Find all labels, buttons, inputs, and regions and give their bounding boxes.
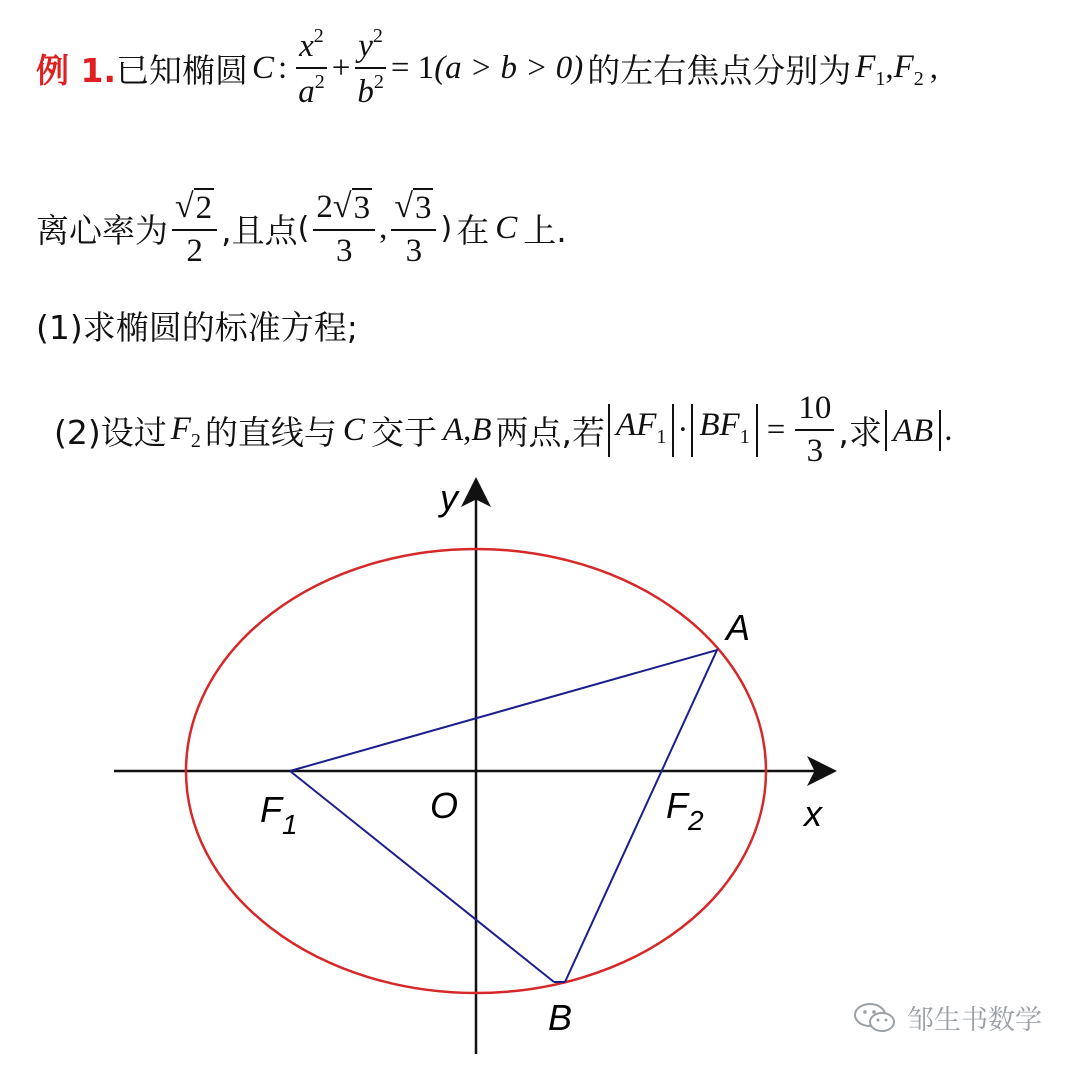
origin-label: O — [430, 785, 459, 826]
label-F1: $F_1$ — [260, 789, 298, 840]
label-A: A — [726, 607, 751, 648]
watermark — [853, 998, 1042, 1037]
example-label: 例 1. — [36, 50, 116, 90]
abs-AF1: $AF_1$ — [608, 404, 674, 457]
f1-symbol: $F_1$ — [855, 48, 886, 90]
segment-f1-a-f2 — [290, 650, 717, 982]
and-point-text: ,且点 — [221, 210, 298, 250]
problem-line-2: 离心率为 √ 2 2 ,且点 ( 2 √ 3 3 , √ 3 3 ) 在 C 上. — [36, 188, 567, 269]
fraction-sqrt2-over-2: √ 2 2 — [172, 186, 217, 270]
intro-text: 已知椭圆 — [116, 50, 248, 90]
foci-text: 的左右焦点分别为 — [587, 50, 852, 90]
condition: (a > b > 0) — [434, 49, 584, 86]
label-F2: $F_2$ — [666, 785, 704, 836]
segment-f1-b — [290, 771, 554, 982]
wechat-icon — [853, 1002, 897, 1034]
question-1: (1)求椭圆的标准方程; — [36, 307, 358, 347]
y-axis-label: y — [440, 477, 458, 518]
fraction-10-over-3: $\frac{10}{3}$ — [795, 390, 834, 470]
eccentricity-text: 离心率为 — [36, 210, 168, 250]
x-axis-label: x — [804, 793, 822, 834]
abs-BF1: $BF_1$ — [691, 404, 757, 457]
problem-line-1: 例 1. 已知椭圆 C : $\frac{x^2}{a^2}$ + $\frac{y^2}{b^2}$ = 1 (a > b > 0) 的左右焦点分别为 $F_1$ , $F_2$ , — [36, 25, 939, 110]
fraction-sqrt3-over-3: √ 3 3 — [391, 186, 436, 270]
equals-one: = 1 — [390, 49, 435, 86]
question-2: (2)设过 $F_2$ 的直线与 C 交于 A , B 两点,若 $AF_1$ · $BF_1$ = $\frac{10}{3}$ ,求 AB . — [54, 390, 953, 469]
fraction-2sqrt3-over-3: 2 √ 3 3 — [313, 186, 375, 270]
ellipse-name: C — [252, 49, 275, 86]
abs-AB: AB — [885, 410, 941, 451]
watermark-text: 邹生书数学 — [907, 1005, 1042, 1036]
fraction-y2-b2: $\frac{y^2}{b^2}$ — [354, 25, 387, 111]
fraction-x2-a2: $\frac{x^2}{a^2}$ — [295, 25, 328, 111]
colon: : — [278, 49, 288, 86]
f2-symbol: $F_2$ — [893, 48, 924, 90]
plus-sign: + — [331, 49, 351, 86]
label-B: B — [548, 997, 573, 1038]
